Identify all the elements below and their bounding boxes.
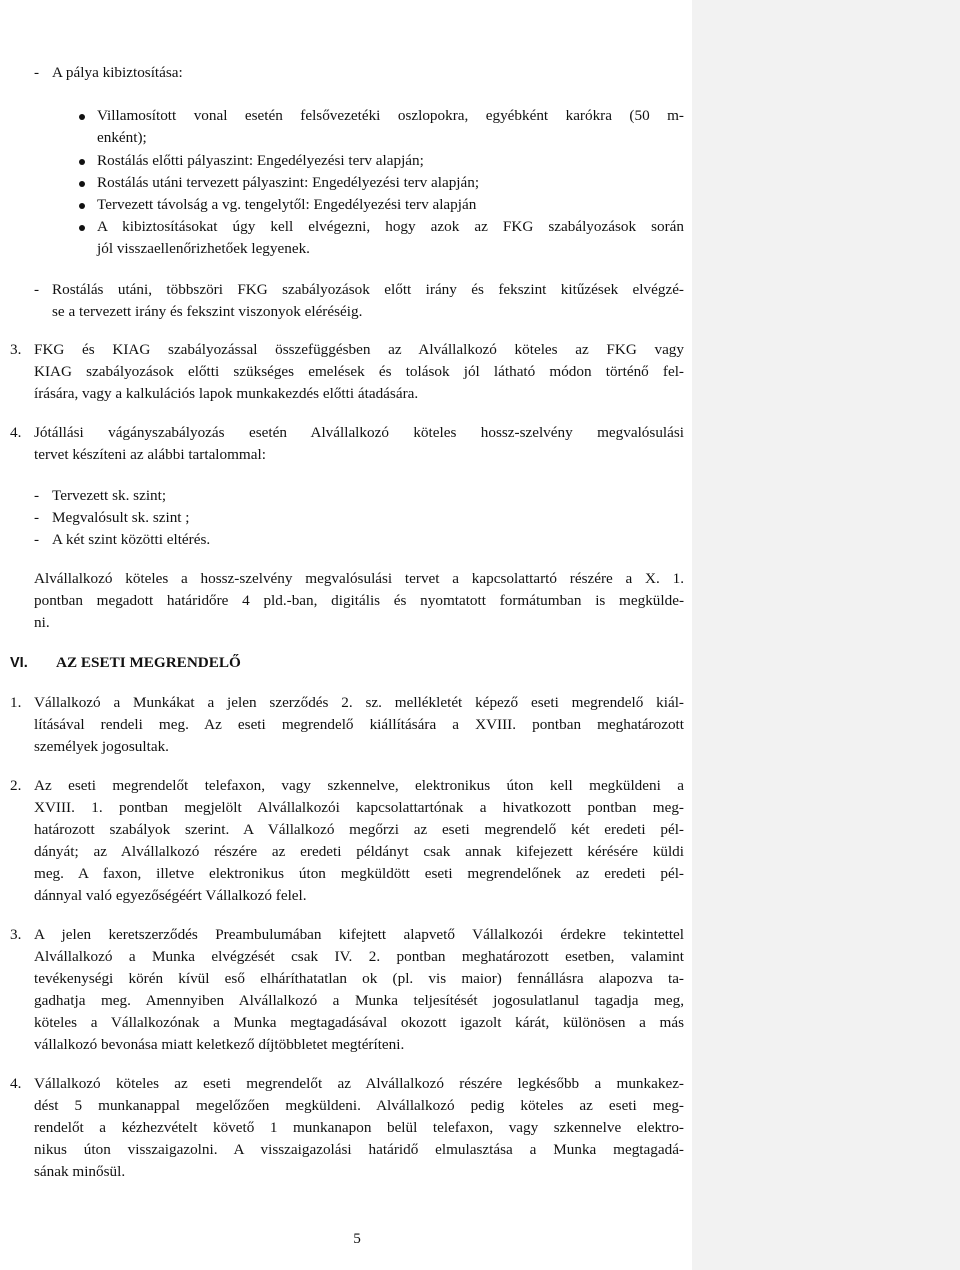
item-number: 2. <box>10 777 22 794</box>
paragraph-line: Alvállalkozó a Munka elvégzését csak IV. 2. pontban meghatározott esetben, valamint <box>34 948 684 965</box>
paragraph-line: tevékenységi körén kívül eső elháríthatatlan ok (pl. vis maior) fennállásra alapozva ta- <box>34 970 684 987</box>
paragraph-line: dánnyal való egyezőségéért Vállalkozó felel. <box>34 887 307 904</box>
dash-item-line: Rostálás utáni, többszöri FKG szabályozások előtt irány és fekszint kitűzések elvégzé- <box>52 281 684 298</box>
dash-list-item: Tervezett sk. szint; <box>52 487 167 504</box>
bullet-item-line: Rostálás utáni tervezett pályaszint: Engedélyezési terv alapján; <box>97 174 480 191</box>
paragraph-line: ni. <box>34 614 50 631</box>
paragraph-line: meg. A faxon, illetve elektronikus úton megküldött eseti megrendelőnek az eredeti pél- <box>34 865 684 882</box>
paragraph-line: személyek jogosultak. <box>34 738 169 755</box>
page-number: 5 <box>353 1230 361 1247</box>
paragraph-line: Jótállási vágányszabályozás esetén Alvállalkozó köteles hossz-szelvény megvalósulási <box>34 424 684 441</box>
paragraph-line: Vállalkozó köteles az eseti megrendelőt az Alvállalkozó részére legkésőbb a munkakez- <box>34 1075 684 1092</box>
bullet-item-line: A kibiztosításokat úgy kell elvégezni, hogy azok az FKG szabályozások során <box>97 218 684 235</box>
bullet-item-line: Villamosított vonal esetén felsővezetéki oszlopokra, egyébként karókra (50 m- <box>97 107 684 124</box>
paragraph-line: tervet készíteni az alábbi tartalommal: <box>34 446 266 463</box>
paragraph-line: XVIII. 1. pontban megjelölt Alvállalkozói kapcsolattartónak a hivatkozott pontban meg- <box>34 799 684 816</box>
dash-list-item: Megvalósult sk. szint ; <box>52 509 190 526</box>
section-number: VI. <box>10 655 28 671</box>
item-number: 3. <box>10 341 22 358</box>
paragraph-line: pontban megadott határidőre 4 pld.-ban, digitális és nyomtatott formátumban is megkülde- <box>34 592 684 609</box>
bullet-icon <box>79 114 85 120</box>
paragraph-line: FKG és KIAG szabályozással összefüggésben az Alvállalkozó köteles az FKG vagy <box>34 341 684 358</box>
paragraph-line: rendelőt a kézhezvételt követő 1 munkanapon belül telefaxon, vagy szkennelve elektro- <box>34 1119 684 1136</box>
paragraph-line: sának minősül. <box>34 1163 126 1180</box>
dash-list-item: A két szint közötti eltérés. <box>52 531 211 548</box>
paragraph-line: Alvállalkozó köteles a hossz-szelvény megvalósulási tervet a kapcsolattartó részére a X. 1. <box>34 570 684 587</box>
paragraph-line: lításával rendeli meg. Az eseti megrendelő kiállítására a XVIII. pontban meghatározott <box>34 716 684 733</box>
paragraph-line: dést 5 munkanappal megelőzően megküldeni. Alvállalkozó pedig köteles az eseti meg- <box>34 1097 684 1114</box>
bullet-item-line: enként); <box>97 129 147 146</box>
comment-margin-panel <box>692 0 960 1270</box>
paragraph-line: írására, vagy a kalkulációs lapok munkakezdés előtti átadására. <box>34 385 419 402</box>
bullet-icon <box>79 203 85 209</box>
item-number: 4. <box>10 1075 22 1092</box>
item-number: 1. <box>10 694 22 711</box>
paragraph-line: határozott szabályok szerint. A Vállalkozó megőrzi az eseti megrendelő két eredeti pél- <box>34 821 684 838</box>
section-title-kibiztositas: A pálya kibiztosítása: <box>52 64 183 81</box>
paragraph-line: dányát; az Alvállalkozó részére az eredeti példányt csak annak kifejezett kérésére küldi <box>34 843 684 860</box>
list-dash: - <box>34 509 40 526</box>
dash-item-line: se a tervezett irány és fekszint viszonyok eléréséig. <box>52 303 363 320</box>
paragraph-line: KIAG szabályozások előtti szükséges emelések és tolások jól látható módon történő fel- <box>34 363 684 380</box>
list-dash: - <box>34 531 40 548</box>
paragraph-line: nikus úton visszaigazolni. A visszaigazolási határidő elmulasztása a Munka megtagadá- <box>34 1141 684 1158</box>
paragraph-line: Az eseti megrendelőt telefaxon, vagy szkennelve, elektronikus úton kell megküldeni a <box>34 777 684 794</box>
list-dash: - <box>34 281 40 298</box>
item-number: 3. <box>10 926 22 943</box>
list-dash: - <box>34 487 40 504</box>
paragraph-line: vállalkozó bevonása miatt keletkező díjtöbbletet megtéríteni. <box>34 1036 405 1053</box>
bullet-icon <box>79 181 85 187</box>
section-dash: - <box>34 64 40 81</box>
bullet-icon <box>79 159 85 165</box>
bullet-icon <box>79 225 85 231</box>
bullet-item-line: jól visszaellenőrizhetőek legyenek. <box>97 240 310 257</box>
paragraph-line: köteles a Vállalkozónak a Munka megtagadásával okozott igazolt kárát, különösen a más <box>34 1014 684 1031</box>
paragraph-line: Vállalkozó a Munkákat a jelen szerződés 2. sz. mellékletét képező eseti megrendelő kiál- <box>34 694 684 711</box>
item-number: 4. <box>10 424 22 441</box>
bullet-item-line: Tervezett távolság a vg. tengelytől: Engedélyezési terv alapján <box>97 196 477 213</box>
paragraph-line: A jelen keretszerződés Preambulumában kifejtett alapvető Vállalkozói érdekre tekintettel <box>34 926 684 943</box>
paragraph-line: gadhatja meg. Amennyiben Alvállalkozó a Munka teljesítését jogosulatlanul tagadja meg, <box>34 992 684 1009</box>
bullet-item-line: Rostálás előtti pályaszint: Engedélyezési terv alapján; <box>97 152 424 169</box>
section-title: AZ ESETI MEGRENDELŐ <box>56 654 241 671</box>
